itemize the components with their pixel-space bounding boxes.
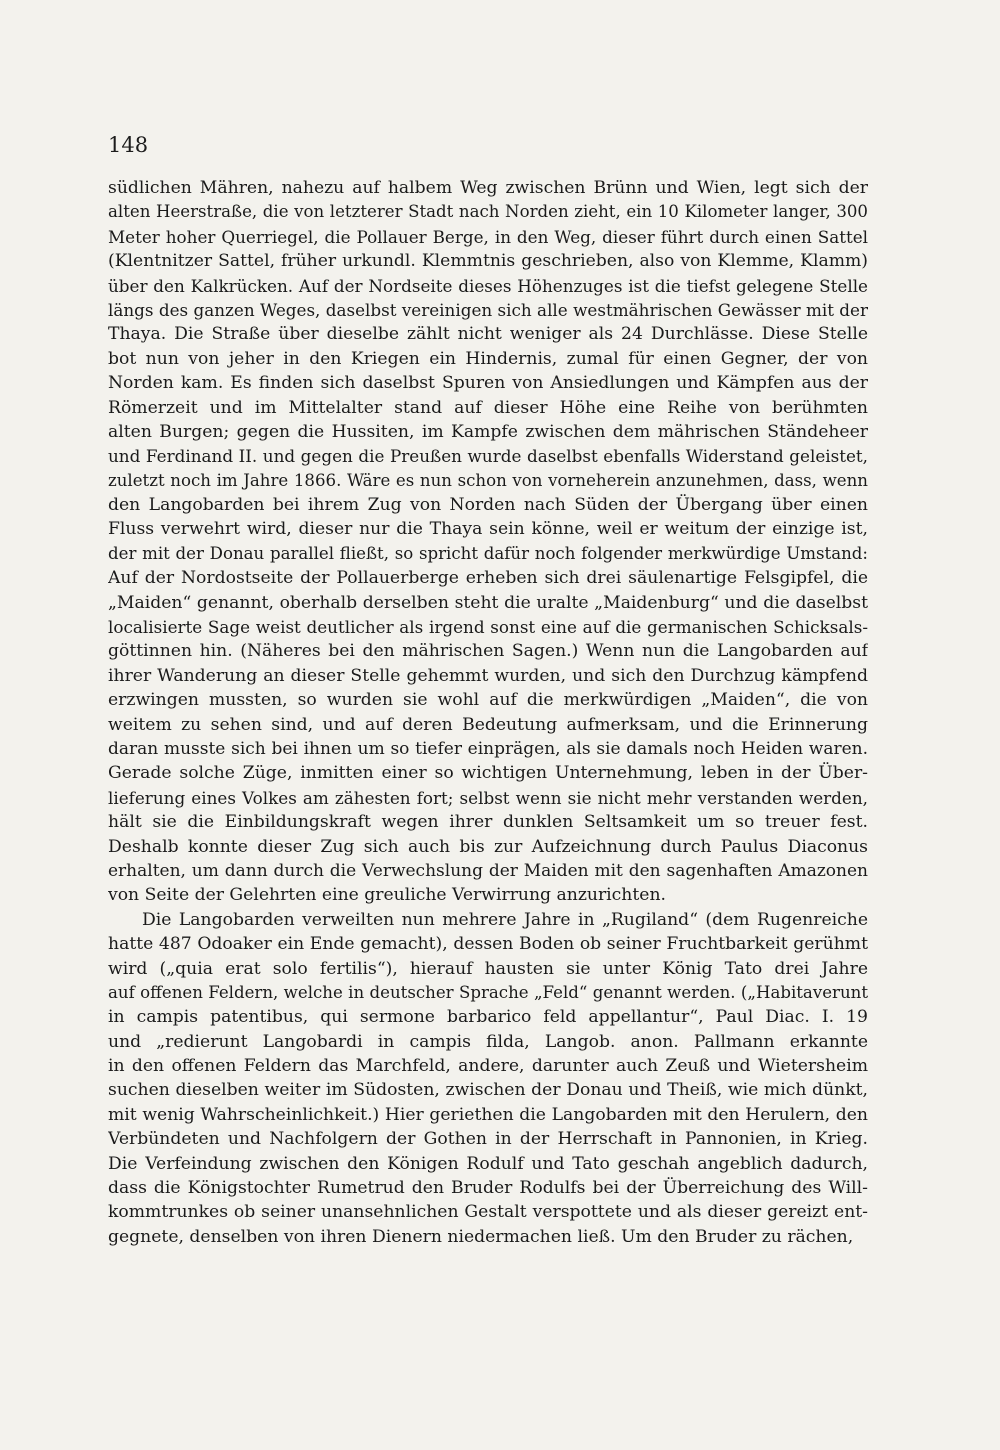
text-line: Fluss verwehrt wird, dieser nur die Thaya sein könne, weil er weitum der einzige ist, xyxy=(108,519,868,540)
text-line: bot nun von jeher in den Kriegen ein Hindernis, zumal für einen Gegner, der von xyxy=(108,348,868,369)
text-line: göttinnen hin. (Näheres bei den mährischen Sagen.) Wenn nun die Langobarden auf xyxy=(108,641,868,662)
paragraph xyxy=(108,908,868,1249)
text-line: in campis patentibus, qui sermone barbarico feld appellantur“, Paul Diac. I. 19 xyxy=(108,1007,868,1028)
text-line: (Klentnitzer Sattel, früher urkundl. Klemmtnis geschrieben, also von Klemme, Klamm) xyxy=(108,251,868,272)
text-line: dass die Königstochter Rumetrud den Bruder Rodulfs bei der Überreichung des Will- xyxy=(108,1178,868,1199)
text-line: alten Heerstraße, die von letzterer Stadt nach Norden zieht, ein 10 Kilometer langer, 300 xyxy=(108,202,868,222)
text-line: Römerzeit und im Mittelalter stand auf dieser Höhe eine Reihe von berühmten xyxy=(108,397,868,418)
text-line: Meter hoher Querriegel, die Pollauer Berge, in den Weg, dieser führt durch einen Sattel xyxy=(108,226,868,247)
text-line: von Seite der Gelehrten eine greuliche Verwirrung anzurichten. xyxy=(108,885,666,906)
text-line: ihrer Wanderung an dieser Stelle gehemmt wurden, und sich den Durchzug kämpfend xyxy=(108,665,868,686)
text-line: daran musste sich bei ihnen um so tiefer einprägen, als sie damals noch Heiden waren. xyxy=(108,738,868,759)
text-line: längs des ganzen Weges, daselbst vereinigen sich alle westmährischen Gewässer mit der xyxy=(108,299,868,320)
text-line: der mit der Donau parallel fließt, so spricht dafür noch folgender merkwürdige Umstand: xyxy=(108,543,868,563)
text-line: gegnete, denselben von ihren Dienern niedermachen ließ. Um den Bruder zu rächen, xyxy=(108,1226,854,1247)
text-line: lieferung eines Volkes am zähesten fort; selbst wenn sie nicht mehr verstanden werden, xyxy=(108,787,868,808)
text-line: Norden kam. Es finden sich daselbst Spuren von Ansiedlungen und Kämpfen aus der xyxy=(108,373,868,394)
text-line: hatte 487 Odoaker ein Ende gemacht), dessen Boden ob seiner Fruchtbarkeit gerühmt xyxy=(108,934,868,955)
text-line: über den Kalkrücken. Auf der Nordseite dieses Höhenzuges ist die tiefst gelegene Stelle xyxy=(108,275,868,296)
text-line: hält sie die Einbildungskraft wegen ihrer dunklen Seltsamkeit um so treuer fest. xyxy=(108,812,868,833)
text-line: den Langobarden bei ihrem Zug von Norden nach Süden der Übergang über einen xyxy=(108,495,868,516)
text-line: in den offenen Feldern das Marchfeld, andere, darunter auch Zeuß und Wietersheim xyxy=(108,1056,868,1077)
text-line: „Maiden“ genannt, oberhalb derselben steht die uralte „Maidenburg“ und die daselbst xyxy=(108,592,868,613)
text-line: wird („quia erat solo fertilis“), hierauf hausten sie unter König Tato drei Jahre xyxy=(108,958,868,979)
text-line: Die Langobarden verweilten nun mehrere Jahre in „Rugiland“ (dem Rugenreiche xyxy=(142,909,868,930)
text-line: weitem zu sehen sind, und auf deren Bedeutung aufmerksam, und die Erinnerung xyxy=(108,714,868,735)
text-line: erhalten, um dann durch die Verwechslung der Maiden mit den sagenhaften Amazonen xyxy=(108,860,868,881)
text-line: und Ferdinand II. und gegen die Preußen wurde daselbst ebenfalls Widerstand geleistet, xyxy=(108,446,868,467)
text-line: Auf der Nordostseite der Pollauerberge erheben sich drei säulenartige Felsgipfel, die xyxy=(108,568,868,589)
text-line: Gerade solche Züge, inmitten einer so wichtigen Unternehmung, leben in der Über- xyxy=(108,763,868,784)
text-line: alten Burgen; gegen die Hussiten, im Kampfe zwischen dem mährischen Ständeheer xyxy=(108,421,868,442)
text-line: erzwingen mussten, so wurden sie wohl auf die merkwürdigen „Maiden“, die von xyxy=(108,690,868,711)
text-line: mit wenig Wahrscheinlichkeit.) Hier geriethen die Langobarden mit den Herulern, den xyxy=(108,1104,868,1125)
text-line: Deshalb konnte dieser Zug sich auch bis zur Aufzeichnung durch Paulus Diaconus xyxy=(108,836,868,857)
text-line: Die Verfeindung zwischen den Königen Rodulf und Tato geschah angeblich dadurch, xyxy=(108,1153,868,1174)
text-line: kommtrunkes ob seiner unansehnlichen Gestalt verspottete und als dieser gereizt ent- xyxy=(108,1202,868,1223)
text-line: suchen dieselben weiter im Südosten, zwischen der Donau und Theiß, wie mich dünkt, xyxy=(108,1080,868,1101)
text-line: Thaya. Die Straße über dieselbe zählt nicht weniger als 24 Durchlässe. Diese Stelle xyxy=(108,324,868,345)
text-line: localisierte Sage weist deutlicher als irgend sonst eine auf die germanischen Schicksals- xyxy=(108,617,868,638)
paragraph xyxy=(108,176,868,908)
text-line: und „redierunt Langobardi in campis filda, Langob. anon. Pallmann erkannte xyxy=(108,1031,868,1052)
text-line: südlichen Mähren, nahezu auf halbem Weg zwischen Brünn und Wien, legt sich der xyxy=(108,178,868,198)
text-line: zuletzt noch im Jahre 1866. Wäre es nun schon von vorneherein anzunehmen, dass, wenn xyxy=(108,470,868,490)
page-number: 148 xyxy=(108,133,149,157)
text-line: Verbündeten und Nachfolgern der Gothen in der Herrschaft in Pannonien, in Krieg. xyxy=(108,1129,868,1150)
body-text xyxy=(108,176,868,1249)
text-line: auf offenen Feldern, welche in deutscher Sprache „Feld“ genannt werden. („Habitaverunt xyxy=(108,982,868,1002)
